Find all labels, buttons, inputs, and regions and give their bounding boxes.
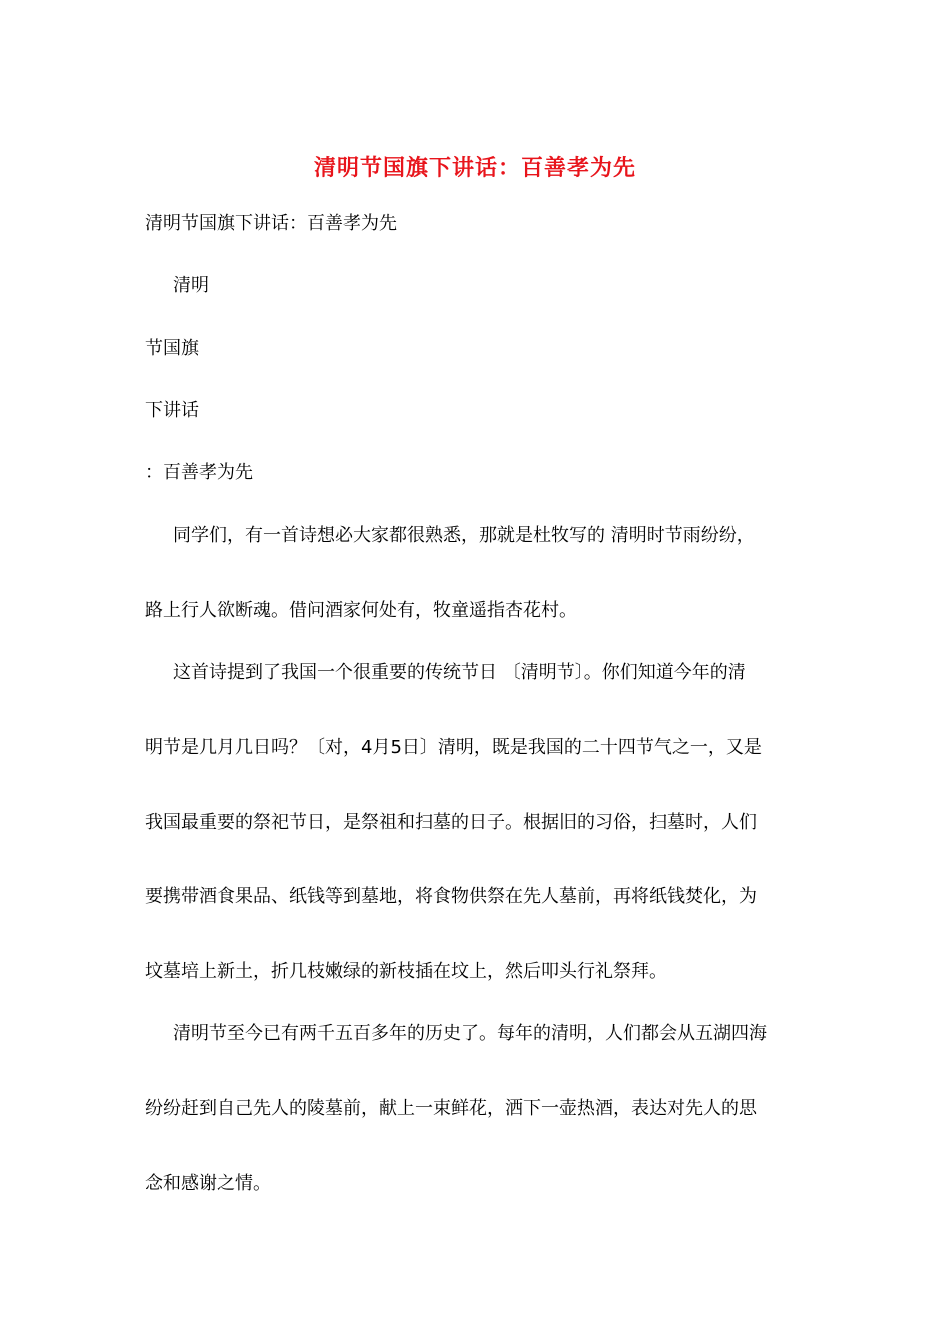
paragraph-2-line: 要携带酒食果品、纸钱等到墓地，将食物供祭在先人墓前，再将纸钱焚化，为	[145, 886, 757, 907]
paragraph-1-line: 同学们，有一首诗想必大家都很熟悉，那就是杜牧写的 清明时节雨纷纷，	[173, 525, 755, 546]
fragment-line: 清明	[173, 275, 209, 296]
paragraph-3-line: 纷纷赶到自己先人的陵墓前，献上一束鲜花，洒下一壶热酒，表达对先人的思	[145, 1098, 757, 1119]
paragraph-1-line: 路上行人欲断魂。借问酒家何处有，牧童遥指杏花村。	[145, 600, 577, 621]
fragment-line: 节国旗	[145, 338, 199, 359]
document-title: 清明节国旗下讲话：百善孝为先	[313, 155, 636, 181]
paragraph-3-line: 念和感谢之情。	[145, 1173, 271, 1194]
paragraph-2-line: 明节是几月几日吗？〔对，4月5日〕清明，既是我国的二十四节气之一，又是	[145, 737, 762, 758]
paragraph-3-line: 清明节至今已有两千五百多年的历史了。每年的清明，人们都会从五湖四海	[173, 1023, 767, 1044]
document-subtitle: 清明节国旗下讲话：百善孝为先	[145, 213, 397, 234]
paragraph-2-line: 这首诗提到了我国一个很重要的传统节日 〔清明节〕。你们知道今年的清	[173, 662, 746, 683]
fragment-line: 下讲话	[145, 400, 199, 421]
paragraph-2-line: 坟墓培上新土，折几枝嫩绿的新枝插在坟上，然后叩头行礼祭拜。	[145, 961, 667, 982]
paragraph-2-line: 我国最重要的祭祀节日，是祭祖和扫墓的日子。根据旧的习俗，扫墓时，人们	[145, 812, 757, 833]
fragment-line: ：百善孝为先	[145, 462, 253, 483]
